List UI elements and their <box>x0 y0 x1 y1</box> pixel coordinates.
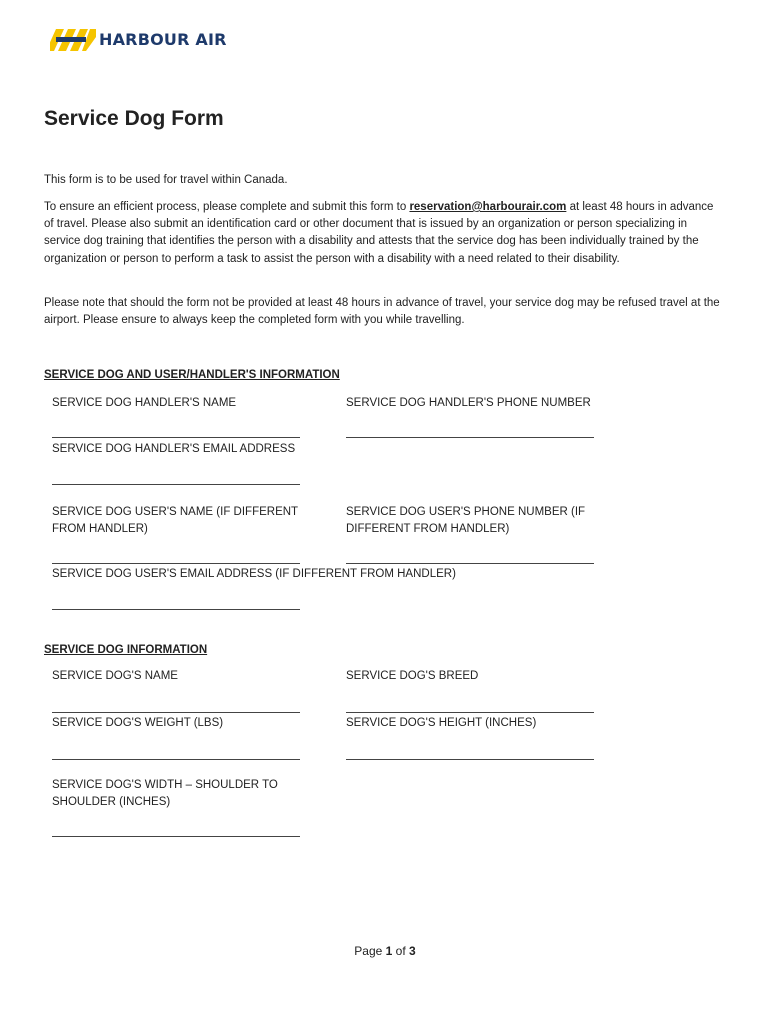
of-word: of <box>392 944 410 958</box>
handler-email-field[interactable] <box>52 484 300 485</box>
submission-text-end: at least 48 hours in advance of travel. Please also submit an identification card or other document that is issued by an organization or person specializing in service dog training that identifies the person with a disability and attests that the service dog has been individually trained by the organization or person to perform a task to assist the person with a disability with a need related to their disability. <box>44 201 714 265</box>
dog-weight-field[interactable] <box>52 759 300 760</box>
handler-email-label: SERVICE DOG HANDLER'S EMAIL ADDRESS <box>52 443 296 455</box>
page-indicator <box>0 944 770 958</box>
page-title: Service Dog Form <box>44 107 224 130</box>
submission-text-start: To ensure an efficient process, please complete and submit this form to <box>44 201 410 213</box>
dog-height-label: SERVICE DOG'S HEIGHT (INCHES) <box>346 717 537 729</box>
user-phone-label: SERVICE DOG USER'S PHONE NUMBER (IF DIFFERENT FROM HANDLER) <box>346 506 586 535</box>
handler-phone-label: SERVICE DOG HANDLER'S PHONE NUMBER <box>346 397 591 409</box>
harbour-air-logo <box>50 26 227 54</box>
brand-name: HARBOUR AIR <box>99 30 227 49</box>
current-page-number: 1 <box>385 944 393 958</box>
dog-breed-label: SERVICE DOG'S BREED <box>346 670 479 682</box>
dog-name-field[interactable] <box>52 712 300 713</box>
submission-paragraph <box>44 199 724 268</box>
dog-width-label: SERVICE DOG'S WIDTH – SHOULDER TO SHOULDER (INCHES) <box>52 779 278 808</box>
handler-section-heading: SERVICE DOG AND USER/HANDLER'S INFORMATION <box>44 369 340 381</box>
notice-paragraph: Please note that should the form not be provided at least 48 hours in advance of travel, your service dog may be refused travel at the airport. Please ensure to always keep the completed form with you while travelling. <box>44 297 720 327</box>
user-name-field[interactable] <box>52 563 300 564</box>
dog-weight-label: SERVICE DOG'S WEIGHT (LBS) <box>52 717 224 729</box>
harbour-air-logo-mark-icon <box>50 27 96 53</box>
handler-name-label: SERVICE DOG HANDLER'S NAME <box>52 397 237 409</box>
intro-paragraph: This form is to be used for travel within Canada. <box>44 174 288 186</box>
handler-name-field[interactable] <box>52 437 300 438</box>
user-email-label: SERVICE DOG USER'S EMAIL ADDRESS (IF DIFFERENT FROM HANDLER) <box>52 568 456 580</box>
handler-phone-field[interactable] <box>346 437 594 438</box>
total-page-count: 3 <box>409 944 416 958</box>
dog-breed-field[interactable] <box>346 712 594 713</box>
dog-name-label: SERVICE DOG'S NAME <box>52 670 178 682</box>
user-email-field[interactable] <box>52 609 300 610</box>
user-phone-field[interactable] <box>346 563 594 564</box>
reservation-email-link[interactable]: reservation@harbourair.com <box>409 201 567 213</box>
page-word: Page <box>354 944 386 958</box>
dog-section-heading: SERVICE DOG INFORMATION <box>44 644 208 656</box>
user-name-label: SERVICE DOG USER'S NAME (IF DIFFERENT FROM HANDLER) <box>52 506 298 535</box>
dog-height-field[interactable] <box>346 759 594 760</box>
dog-width-field[interactable] <box>52 836 300 837</box>
